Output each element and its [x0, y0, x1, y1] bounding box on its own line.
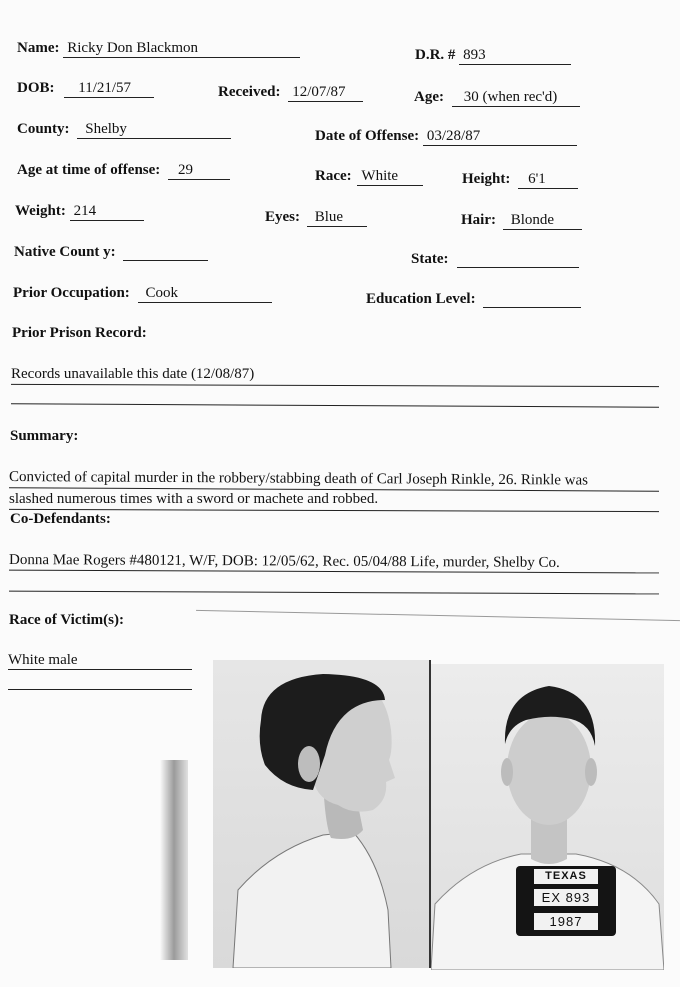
scan-shadow	[160, 760, 188, 960]
education-level-value	[483, 291, 581, 308]
race-field	[315, 168, 423, 186]
placard-line-1: TEXAS	[534, 869, 598, 884]
race-of-victims-label: Race of Victim(s):	[9, 612, 124, 628]
prior-occupation-value: Cook	[138, 285, 272, 303]
profile-silhouette	[213, 660, 429, 968]
eyes-value: Blue	[307, 209, 367, 227]
weight-value: 214	[70, 203, 144, 221]
age-at-offense-field	[17, 162, 230, 180]
height-value: 6'1	[518, 171, 578, 189]
summary-label: Summary:	[10, 428, 79, 444]
eyes-field	[265, 209, 367, 227]
received-value: 12/07/87	[288, 84, 363, 102]
placard-line-3: 1987	[534, 913, 598, 930]
eyes-label: Eyes:	[265, 209, 300, 225]
hair-value: Blonde	[503, 212, 582, 230]
placard-line-2: EX 893	[534, 889, 598, 906]
prior-occupation-label: Prior Occupation:	[13, 285, 130, 301]
mugshot-placard	[516, 866, 616, 936]
date-of-offense-field	[315, 128, 577, 146]
co-defendants-rule-2	[9, 591, 659, 595]
county-field	[17, 121, 231, 139]
state-value	[457, 251, 579, 268]
height-field	[462, 171, 578, 189]
county-label: County:	[17, 121, 70, 137]
record-rule-2	[11, 403, 659, 407]
name-label: Name:	[17, 40, 60, 56]
victims-rule-1	[8, 669, 192, 670]
date-of-offense-label: Date of Offense:	[315, 128, 420, 144]
age-field	[414, 89, 580, 107]
dr-value: 893	[459, 47, 571, 65]
hair-field	[461, 212, 582, 230]
race-of-victims-text: White male	[8, 652, 78, 668]
co-defendants-label: Co-Defendants:	[10, 511, 111, 527]
race-value: White	[357, 168, 423, 186]
native-county-label: Native Count y:	[14, 244, 116, 260]
dob-value: 11/21/57	[64, 80, 154, 98]
age-at-offense-label: Age at time of offense:	[17, 162, 161, 178]
photo-edge-line	[196, 610, 680, 621]
name-field	[17, 40, 300, 58]
received-label: Received:	[218, 84, 281, 100]
mugshot-profile-photo	[213, 660, 429, 968]
education-level-label: Education Level:	[366, 291, 476, 307]
prior-prison-record-label: Prior Prison Record:	[12, 325, 147, 341]
date-of-offense-value: 03/28/87	[423, 128, 577, 146]
summary-line-1: Convicted of capital murder in the robbery/stabbing death of Carl Joseph Rinkle, 26. Rinkle was	[8, 469, 589, 489]
prior-occupation-field	[13, 285, 272, 303]
summary-line-2: slashed numerous times with a sword or machete and robbed.	[9, 491, 379, 507]
age-label: Age:	[414, 89, 444, 105]
age-value: 30 (when rec'd)	[452, 89, 580, 107]
height-label: Height:	[462, 171, 511, 187]
weight-label: Weight:	[15, 203, 66, 219]
victims-rule-2	[8, 689, 192, 690]
record-rule-1	[11, 384, 659, 387]
education-level-field	[366, 291, 581, 308]
name-value: Ricky Don Blackmon	[63, 40, 300, 58]
state-label: State:	[411, 251, 449, 267]
dob-field	[17, 80, 154, 98]
dr-field	[415, 47, 571, 65]
race-label: Race:	[315, 168, 352, 184]
native-county-field	[14, 244, 208, 261]
age-at-offense-value: 29	[168, 162, 230, 180]
county-value: Shelby	[77, 121, 231, 139]
dr-label: D.R. #	[415, 47, 456, 63]
received-field	[218, 84, 363, 102]
state-field	[411, 251, 579, 268]
native-county-value	[123, 244, 208, 261]
dob-label: DOB:	[17, 80, 55, 96]
weight-field	[15, 203, 144, 221]
prior-prison-record-text: Records unavailable this date (12/08/87)	[11, 366, 255, 382]
hair-label: Hair:	[461, 212, 496, 228]
co-defendants-text: Donna Mae Rogers #480121, W/F, DOB: 12/05/62, Rec. 05/04/88 Life, murder, Shelby Co.	[8, 552, 560, 571]
co-defendants-rule-1	[9, 570, 659, 574]
